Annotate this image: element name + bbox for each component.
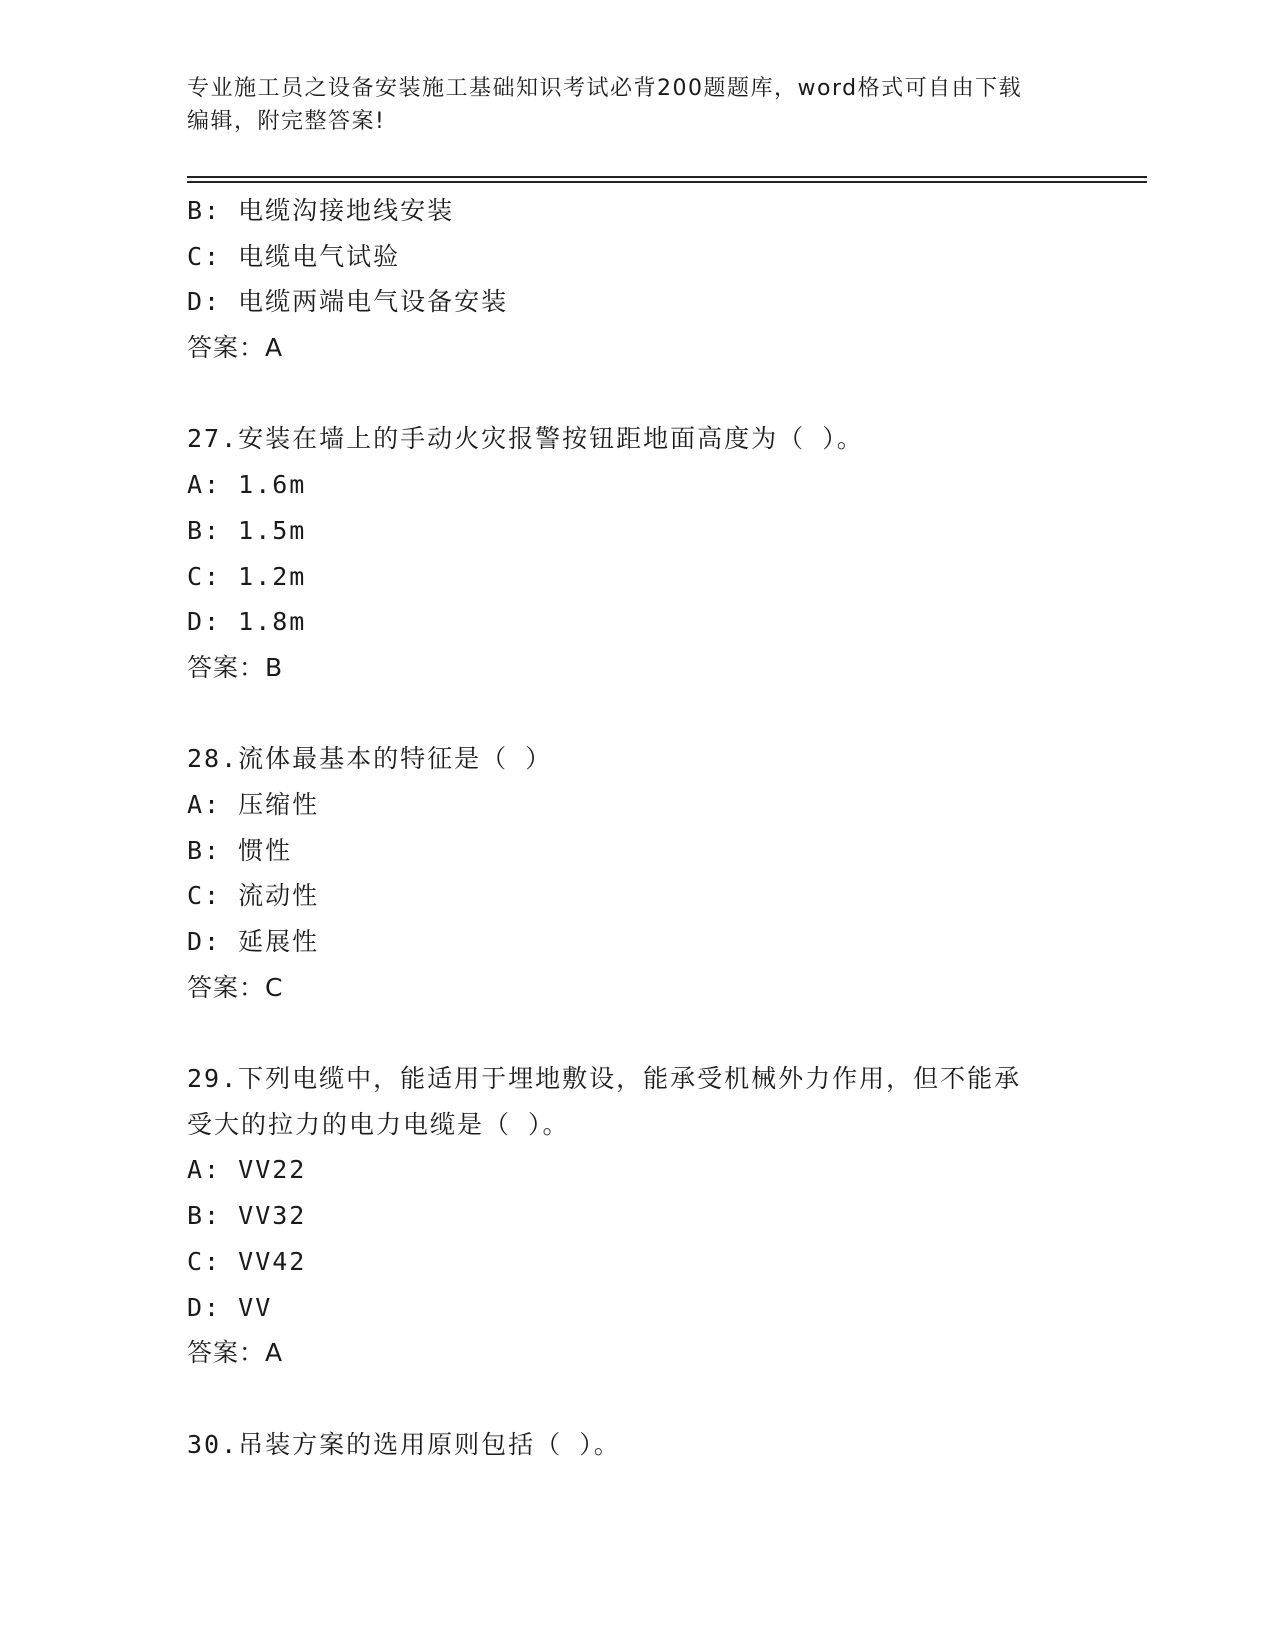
option-c: C: 流动性 — [187, 881, 320, 911]
option-d: D: VV — [187, 1292, 273, 1322]
option-a: A: 1.6m — [187, 470, 307, 500]
option-b: B: 惯性 — [187, 835, 293, 865]
answer: 答案：B — [187, 652, 284, 682]
answer: 答案：C — [187, 972, 284, 1002]
answer: 答案：A — [187, 1338, 284, 1368]
spacer — [187, 1010, 1087, 1056]
question-28 — [187, 736, 1087, 1010]
header-line-1: 专业施工员之设备安装施工基础知识考试必背200题题库，word格式可自由下载 — [187, 76, 1023, 101]
option-b: B: 1.5m — [187, 515, 307, 545]
header-rule-top — [187, 176, 1147, 178]
question-text: 27.安装在墙上的手动火灾报警按钮距地面高度为（ ）。 — [187, 424, 864, 454]
option-c: C: 1.2m — [187, 561, 307, 591]
option-b: B: 电缆沟接地线安装 — [187, 196, 455, 225]
question-text: 28.流体最基本的特征是（ ） — [187, 744, 553, 774]
option-c: C: 电缆电气试验 — [187, 241, 401, 271]
option-a: A: 压缩性 — [187, 789, 320, 819]
option-a: A: VV22 — [187, 1155, 307, 1185]
header-line-2: 编辑，附完整答案! — [187, 109, 386, 134]
option-c: C: VV42 — [187, 1246, 307, 1276]
question-26 — [187, 188, 1087, 371]
question-list — [187, 188, 1087, 1467]
question-30 — [187, 1422, 1087, 1468]
question-text-line-1: 29.下列电缆中，能适用于埋地敷设，能承受机械外力作用，但不能承 — [187, 1064, 1022, 1094]
answer: 答案：A — [187, 333, 284, 363]
header-rule-bottom — [187, 181, 1147, 183]
option-d: D: 电缆两端电气设备安装 — [187, 287, 509, 317]
spacer — [187, 371, 1087, 417]
question-text-line-2: 受大的拉力的电力电缆是（ ）。 — [187, 1109, 570, 1139]
option-d: D: 延展性 — [187, 927, 320, 956]
document-header — [187, 72, 1087, 138]
question-27 — [187, 416, 1087, 690]
option-d: D: 1.8m — [187, 607, 307, 637]
spacer — [187, 1376, 1087, 1422]
spacer — [187, 691, 1087, 737]
option-b: B: VV32 — [187, 1201, 307, 1231]
question-29 — [187, 1056, 1087, 1376]
question-text: 30.吊装方案的选用原则包括（ ）。 — [187, 1429, 621, 1459]
